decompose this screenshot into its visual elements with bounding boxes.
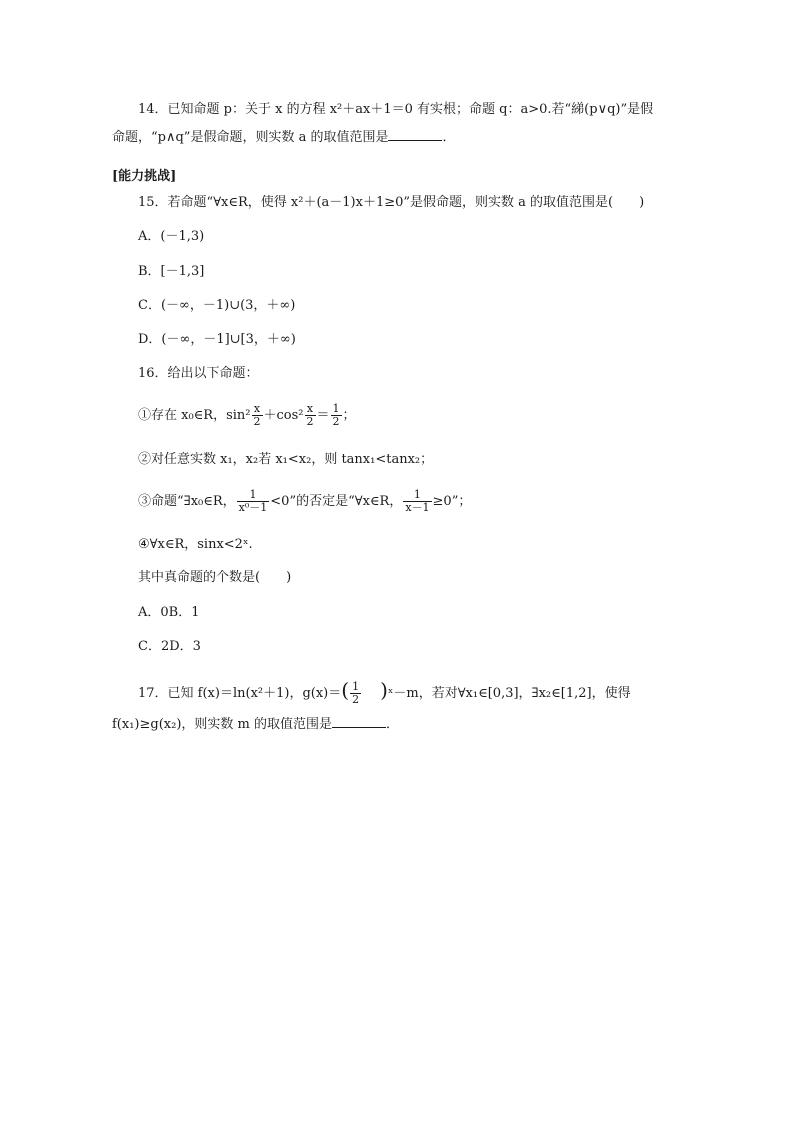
q16-item1 — [138, 402, 356, 432]
q16-item1-mid: ＋cos² — [263, 408, 304, 423]
q16-item3 — [138, 488, 471, 518]
q17-paren-close: ) — [380, 678, 388, 702]
q17-line1-prefix: 17．已知 f(x)＝ln(x²＋1)，g(x)＝ — [138, 686, 342, 701]
q14-line1 — [138, 101, 653, 119]
q15-option-c: C．(－∞，－1)∪(3，＋∞) — [138, 298, 296, 313]
frac-1-over-2-base — [350, 681, 361, 706]
frac-1-over-x-minus-1 — [403, 489, 431, 514]
frac-num: x — [305, 403, 316, 416]
q17-line1-suffix: ˣ－m，若对∀x₁∈[0,3]，∃x₂∈[1,2]，使得 — [387, 686, 631, 701]
q16-item3-mid: <0”的否定是“∀x∈R， — [270, 494, 403, 509]
q14-line2 — [112, 128, 455, 147]
frac-1-over-x0-minus-1 — [237, 489, 270, 514]
q17-line2 — [112, 715, 399, 734]
q16-item3-prefix: ③命题“∃x₀∈R， — [138, 494, 236, 509]
frac-den: x－1 — [405, 501, 430, 514]
frac-num: 1 — [237, 489, 270, 502]
q15-option-a: A．(－1,3) — [138, 229, 205, 244]
q16-options-ab: A．0B．1 — [138, 605, 200, 620]
q15-option-d: D．(－∞，－1]∪[3，＋∞) — [138, 332, 296, 347]
frac-num: 1 — [403, 489, 431, 502]
q14-line2-text: 命题，“p∧q”是假命题，则实数 a 的取值范围是 — [112, 130, 389, 145]
q16-item3-end: ≥0”； — [432, 494, 472, 509]
q15-option-b: B．[－1,3] — [138, 264, 205, 279]
frac-den: 2 — [253, 415, 261, 428]
q16-item2: ②对任意实数 x₁，x₂若 x₁<x₂，则 tanx₁<tanx₂； — [138, 452, 434, 467]
q16-options-cd: C．2D．3 — [138, 639, 201, 654]
frac-x-over-2-a — [252, 403, 263, 428]
frac-num: 1 — [332, 402, 340, 415]
section-heading: [能力挑战] — [112, 169, 177, 184]
frac-den: 2 — [306, 415, 314, 428]
frac-den: 2 — [332, 415, 340, 428]
q14-answer-blank[interactable] — [388, 128, 442, 141]
q16-item1-end: ； — [342, 408, 356, 423]
frac-den: 2 — [352, 693, 360, 706]
frac-num: 1 — [352, 680, 360, 693]
q16-item1-prefix: ①存在 x₀∈R，sin² — [138, 408, 251, 423]
q17-line2-text: f(x₁)≥g(x₂)，则实数 m 的取值范围是 — [112, 717, 332, 732]
q16-item4: ④∀x∈R，sinx<2ˣ. — [138, 537, 253, 552]
frac-den: x⁰－1 — [238, 501, 268, 514]
frac-1-over-2 — [331, 403, 342, 428]
q16-item1-eq: ＝ — [316, 408, 330, 423]
q14-line2-end: ． — [442, 130, 456, 145]
frac-x-over-2-b — [305, 403, 316, 428]
q17-line2-end: ． — [386, 717, 400, 732]
q16-question: 其中真命题的个数是( ) — [138, 570, 292, 585]
q16-stem: 16．给出以下命题： — [138, 366, 259, 381]
q15-stem: 15．若命题“∀x∈R，使得 x²＋(a－1)x＋1≥0”是假命题，则实数 a 的取值范围是( ) — [138, 195, 645, 210]
q17-paren-open: ( — [341, 678, 350, 702]
q17-answer-blank[interactable] — [332, 715, 386, 728]
q14-line1-text: 14．已知命题 p：关于 x 的方程 x²＋ax＋1＝0 有实根；命题 q：a>0.若“綈(p∨q)”是假 — [138, 102, 654, 117]
frac-num: x — [252, 403, 263, 416]
q17-line1 — [138, 676, 631, 706]
